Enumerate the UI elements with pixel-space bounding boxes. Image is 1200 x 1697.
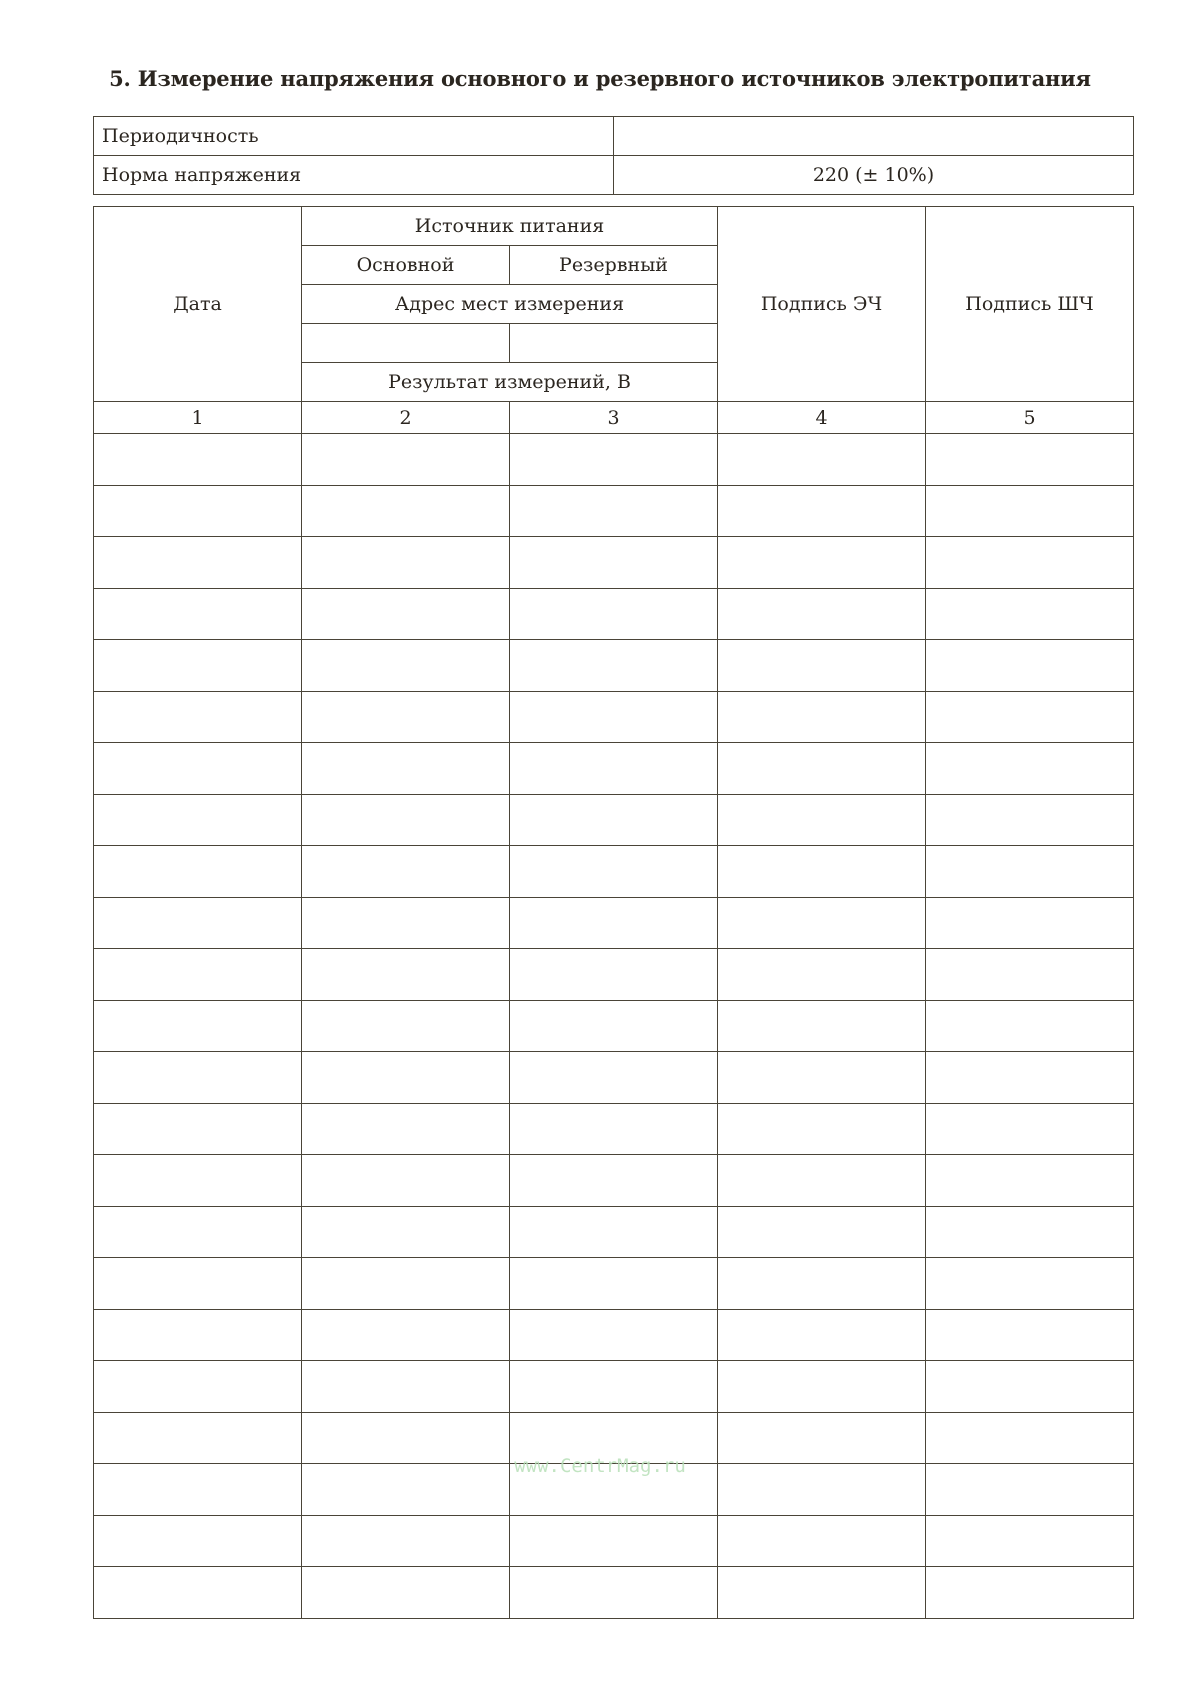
signature-ech-cell[interactable] [718,434,926,486]
signature-shch-header: Подпись ШЧ [926,207,1134,402]
signature-shch-cell[interactable] [926,1000,1134,1052]
reserve-result-cell[interactable] [510,743,718,795]
table-row [94,949,1134,1001]
date-cell[interactable] [94,743,302,795]
signature-shch-cell[interactable] [926,1052,1134,1104]
signature-ech-cell[interactable] [718,691,926,743]
main-result-cell[interactable] [302,1258,510,1310]
main-address-field[interactable] [302,324,510,363]
reserve-result-cell[interactable] [510,537,718,589]
signature-shch-cell[interactable] [926,846,1134,898]
signature-ech-cell[interactable] [718,897,926,949]
reserve-result-cell[interactable] [510,1052,718,1104]
signature-ech-cell[interactable] [718,949,926,1001]
reserve-result-cell[interactable] [510,846,718,898]
voltage-norm-label: Норма напряжения [94,156,614,195]
signature-ech-cell[interactable] [718,1052,926,1104]
signature-ech-cell[interactable] [718,1103,926,1155]
reserve-result-cell[interactable] [510,434,718,486]
table-row [94,588,1134,640]
main-result-cell[interactable] [302,691,510,743]
date-cell[interactable] [94,640,302,692]
reserve-result-cell[interactable] [510,691,718,743]
table-row [94,537,1134,589]
reserve-result-cell[interactable] [510,485,718,537]
main-result-cell[interactable] [302,1515,510,1567]
voltage-norm-row [94,156,1134,195]
signature-shch-cell[interactable] [926,1103,1134,1155]
date-cell[interactable] [94,1103,302,1155]
signature-shch-cell[interactable] [926,537,1134,589]
date-cell[interactable] [94,537,302,589]
date-cell[interactable] [94,588,302,640]
main-result-cell[interactable] [302,1361,510,1413]
result-header: Результат измерений, В [302,363,718,402]
signature-ech-cell[interactable] [718,1155,926,1207]
table-row [94,1206,1134,1258]
main-result-cell[interactable] [302,485,510,537]
signature-ech-cell[interactable] [718,537,926,589]
signature-ech-cell[interactable] [718,743,926,795]
date-cell[interactable] [94,949,302,1001]
date-header: Дата [94,207,302,402]
main-result-cell[interactable] [302,1567,510,1619]
column-number: 3 [510,402,718,434]
table-row [94,1361,1134,1413]
signature-ech-cell[interactable] [718,485,926,537]
table-row [94,1103,1134,1155]
main-result-cell[interactable] [302,1052,510,1104]
signature-ech-cell[interactable] [718,588,926,640]
periodicity-label: Периодичность [94,117,614,156]
reserve-source-header: Резервный [510,246,718,285]
signature-ech-cell[interactable] [718,1361,926,1413]
reserve-result-cell[interactable] [510,1309,718,1361]
main-result-cell[interactable] [302,949,510,1001]
signature-shch-cell[interactable] [926,691,1134,743]
column-number: 1 [94,402,302,434]
column-number: 2 [302,402,510,434]
date-cell[interactable] [94,434,302,486]
main-result-cell[interactable] [302,1155,510,1207]
reserve-result-cell[interactable] [510,1000,718,1052]
signature-ech-cell[interactable] [718,1515,926,1567]
table-row [94,485,1134,537]
main-result-cell[interactable] [302,1103,510,1155]
column-number-row [94,402,1134,434]
signature-shch-cell[interactable] [926,485,1134,537]
signature-shch-cell[interactable] [926,1515,1134,1567]
table-row [94,794,1134,846]
signature-ech-cell[interactable] [718,1309,926,1361]
measurement-table [93,206,1134,1619]
date-cell[interactable] [94,1206,302,1258]
table-row [94,1052,1134,1104]
signature-shch-cell[interactable] [926,434,1134,486]
address-header: Адрес мест измерения [302,285,718,324]
periodicity-row [94,117,1134,156]
main-result-cell[interactable] [302,537,510,589]
signature-ech-cell[interactable] [718,1567,926,1619]
table-row [94,1567,1134,1619]
column-number: 4 [718,402,926,434]
signature-ech-cell[interactable] [718,640,926,692]
table-row [94,1155,1134,1207]
voltage-norm-value: 220 (± 10%) [614,156,1134,195]
table-row [94,1515,1134,1567]
reserve-address-field[interactable] [510,324,718,363]
watermark: www.CentrMag.ru [514,1455,686,1477]
table-row [94,1309,1134,1361]
signature-shch-cell[interactable] [926,588,1134,640]
table-row [94,743,1134,795]
table-row [94,846,1134,898]
signature-shch-cell[interactable] [926,949,1134,1001]
reserve-result-cell[interactable] [510,588,718,640]
reserve-result-cell[interactable] [510,1155,718,1207]
power-source-header: Источник питания [302,207,718,246]
signature-ech-cell[interactable] [718,1206,926,1258]
date-cell[interactable] [94,485,302,537]
table-row [94,691,1134,743]
main-result-cell[interactable] [302,434,510,486]
reserve-result-cell[interactable] [510,1258,718,1310]
date-cell[interactable] [94,1361,302,1413]
signature-shch-cell[interactable] [926,1155,1134,1207]
main-source-header: Основной [302,246,510,285]
date-cell[interactable] [94,1567,302,1619]
main-result-cell[interactable] [302,1000,510,1052]
signature-ech-cell[interactable] [718,1000,926,1052]
main-result-cell[interactable] [302,794,510,846]
column-number: 5 [926,402,1134,434]
table-row [94,640,1134,692]
reserve-result-cell[interactable] [510,1567,718,1619]
reserve-result-cell[interactable] [510,640,718,692]
reserve-result-cell[interactable] [510,1361,718,1413]
main-result-cell[interactable] [302,846,510,898]
reserve-result-cell[interactable] [510,1515,718,1567]
signature-shch-cell[interactable] [926,1309,1134,1361]
signature-shch-cell[interactable] [926,640,1134,692]
table-row [94,1000,1134,1052]
date-cell[interactable] [94,1155,302,1207]
signature-shch-cell[interactable] [926,1361,1134,1413]
date-cell[interactable] [94,1000,302,1052]
signature-ech-cell[interactable] [718,794,926,846]
signature-ech-cell[interactable] [718,846,926,898]
date-cell[interactable] [94,1258,302,1310]
signature-shch-cell[interactable] [926,1567,1134,1619]
date-cell[interactable] [94,1515,302,1567]
main-result-cell[interactable] [302,640,510,692]
main-result-cell[interactable] [302,743,510,795]
main-result-cell[interactable] [302,1309,510,1361]
date-cell[interactable] [94,897,302,949]
date-cell[interactable] [94,794,302,846]
date-cell[interactable] [94,846,302,898]
main-result-cell[interactable] [302,1206,510,1258]
date-cell[interactable] [94,691,302,743]
reserve-result-cell[interactable] [510,1103,718,1155]
main-result-cell[interactable] [302,588,510,640]
table-row [94,897,1134,949]
periodicity-value-field[interactable] [614,117,1134,156]
date-cell[interactable] [94,1052,302,1104]
header-row-1 [94,207,1134,246]
table-row [94,1258,1134,1310]
signature-shch-cell[interactable] [926,743,1134,795]
info-table [93,116,1134,195]
signature-ech-header: Подпись ЭЧ [718,207,926,402]
table-row [94,434,1134,486]
signature-shch-cell[interactable] [926,1206,1134,1258]
reserve-result-cell[interactable] [510,1206,718,1258]
signature-ech-cell[interactable] [718,1258,926,1310]
reserve-result-cell[interactable] [510,949,718,1001]
signature-shch-cell[interactable] [926,1258,1134,1310]
signature-shch-cell[interactable] [926,897,1134,949]
signature-shch-cell[interactable] [926,794,1134,846]
date-cell[interactable] [94,1309,302,1361]
reserve-result-cell[interactable] [510,897,718,949]
reserve-result-cell[interactable] [510,794,718,846]
page-title: 5. Измерение напряжения основного и резервного источников электропитания [109,66,1091,91]
main-result-cell[interactable] [302,897,510,949]
